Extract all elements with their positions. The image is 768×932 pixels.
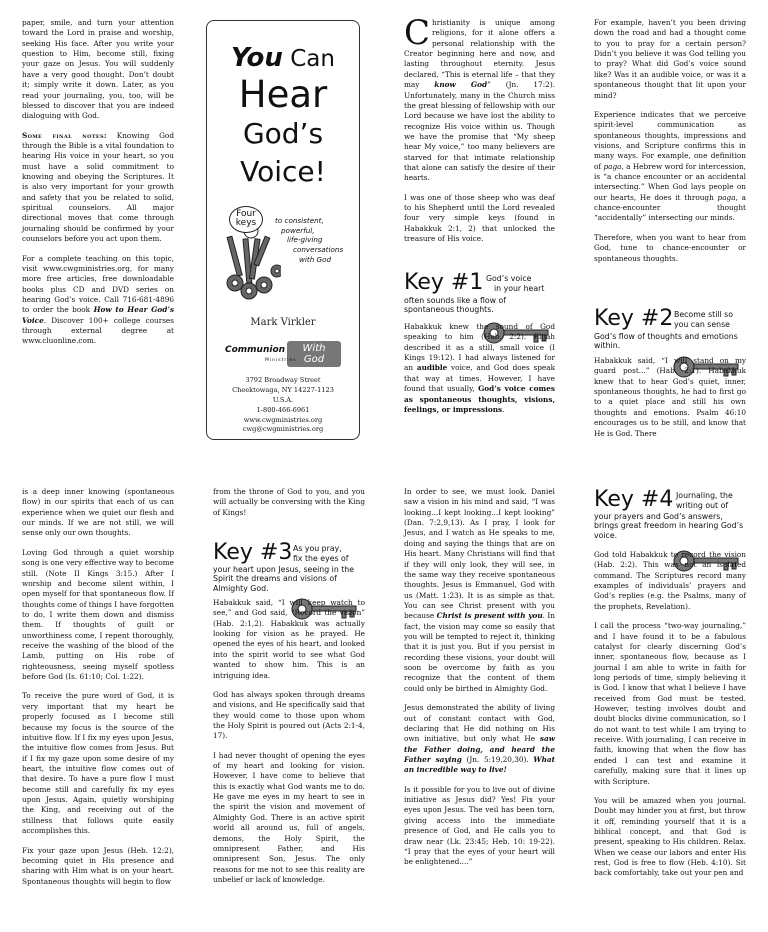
address-line: U.S.A. bbox=[272, 395, 294, 404]
text-span: . bbox=[502, 404, 505, 414]
key-desc: fix the eyes of bbox=[293, 554, 349, 563]
key-2-heading bbox=[594, 306, 746, 354]
paragraph: God told Habakkuk to record the vision (Hab. 2:2). This was not an isolated command. The Scriptures record many examples of individuals’ prayers and God’s replies (e.g. the Psalms, many of the prophets, Revelation). bbox=[594, 550, 746, 611]
emphasis: saw the Father doing, and heard the Father saying bbox=[404, 734, 555, 764]
paragraph: Loving God through a quiet worship song is one very effective way to become still. (Note II Kings 3:15.) After I worship and become silent within, I open myself for that spontaneous flow. If thoughts come of things I have forgotten to do, I write them down and dismiss them. If thoughts of guilt or unworthiness come, I repent thoroughly, receive the washing of the blood of the Lamb, putting on His robe of righteousness, seeing myself spotless before God (Is. 61:10; Col. 1:22). bbox=[22, 547, 174, 682]
final-notes-lead: Some final notes: bbox=[22, 130, 107, 140]
final-notes-text: Knowing God through the Bible is a vital foundation to hearing His voice in your heart, so you must have a solid commitment to knowing and obeying the Scriptures. It is also very important for your growth and safety that you be related to solid, spiritual counselors. All major directional moves that come through journaling should be confirmed by your counselors before you act upon them. bbox=[22, 130, 174, 244]
bottom-column-3 bbox=[404, 487, 555, 877]
paragraph: For example, haven’t you been driving down the road and had a thought come to you to pray for a certain person? Didn’t you believe it was God telling you to pray? What did God’s voice sound like? Was it an audible voice, or was it a spontaneous thought that lit upon your mind? bbox=[594, 18, 746, 100]
cover-panel bbox=[206, 20, 360, 440]
keys-tagline bbox=[275, 216, 359, 265]
author-name: Mark Virkler bbox=[250, 317, 316, 328]
key-3-heading bbox=[213, 540, 365, 596]
key-2-text bbox=[594, 356, 746, 448]
text-span: voice, and God does speak that way at times. However, I have found that usually, bbox=[404, 363, 556, 394]
text-span: ” (Jn. 17:2). Unfortunately, many in the Church miss the great blessing of fellowship with our Lord because we have lost the ability to recognize His voice within us. Though we have the promise that “My sheep hear My voice,” too many believers are starved for that intimate relationship that alone can satisfy the desire of their hearts. bbox=[404, 80, 555, 183]
logo-text: Communion bbox=[225, 345, 286, 355]
tagline-line: life-giving bbox=[287, 235, 323, 245]
key-1-text bbox=[404, 322, 555, 424]
paragraph: You will be amazed when you journal. Doubt may hinder you at first, but throw it off, reminding yourself that it is a biblical concept, and that God is present, speaking to His children. Relax. When we cease our labors and enter His rest, God is free to flow (Heb. 4:10). Sit back comfortably, take out your pen and bbox=[594, 795, 746, 878]
text-span: . In fact, the vision may come so easily that you will be tempted to reject it, thinking that it is just you. But if you persist in recording these visions, your doubt will soon be overcome by faith as you recognize that the content of them could only be birthed in Almighty God. bbox=[404, 611, 555, 693]
paragraph bbox=[594, 110, 746, 224]
title-gods: God’s bbox=[242, 117, 324, 150]
text-span: , a Hebrew word for intercession, is “a chance encounter or an accidental intersecting.” When God lays people on our hearts, He does it through bbox=[594, 161, 747, 202]
key-desc: you can sense bbox=[674, 320, 730, 329]
paragraph bbox=[404, 703, 555, 776]
emphasis: Christ is present with you bbox=[436, 611, 543, 621]
key-desc: Become still so bbox=[674, 310, 734, 319]
paragraph: Habakkuk said, “I will keep watch to see,” and God said, “Record the vision” (Hab. 2:1,2). Habakkuk was actually looking for vision as he prayed. He opened the eyes of his heart, and looked into the spirit world to see what God wanted to show him. This is an intriguing idea. bbox=[213, 598, 365, 680]
paragraph: from the throne of God to you, and you will actually be conversing with the King of Kings! bbox=[213, 487, 365, 517]
ministry-logo bbox=[225, 341, 341, 367]
book-title: How to Hear God’s Voice bbox=[22, 305, 174, 325]
paragraph: Is it possible for you to live out of divine initiative as Jesus did? Yes! Fix your eyes upon Jesus. The veil has been torn, giving access into the immediate presence of God, and He calls you to draw near (Lk. 23:45; Heb. 10: 19-22). “I pray that the eyes of your heart will be enlightened....” bbox=[404, 784, 555, 867]
text-span: In order to see, we must look. Daniel saw a vision in his mind and said, “I was looking...I kept looking...I kept looking” (Dan. 7:2,9,13). As I pray, I look for Jesus, and I watch as He speaks to me, doing and saying the things that are on His heart. Many Christians will find that if they will only look, they will see, in the same way they receive spontaneous thoughts. Jesus is Emmanuel, God with us (Matt. 1:23). It is as simple as that. You can see Christ present with you because bbox=[404, 487, 555, 621]
paragraph bbox=[22, 254, 174, 347]
key-number: Key #3 bbox=[213, 540, 293, 565]
emphasis: paga bbox=[717, 192, 736, 202]
paragraph: I had never thought of opening the eyes of my heart and looking for vision. However, I have come to believe that this is exactly what God wants me to do. He gave me eyes in my heart to see in the spirit the vision and movement of Almighty God. There is an active spirit world all around us, full of angels, demons, the Holy Spirit, the omnipresent Father, and His omnipresent Son, Jesus. The only reasons for me not to see this reality are unbelief or lack of knowledge. bbox=[213, 750, 365, 884]
paragraph: Fix your gaze upon Jesus (Heb. 12:2), becoming quiet in His presence and sharing with Him what is on your heart. Spontaneous thoughts will begin to flow bbox=[22, 845, 174, 886]
key-desc: often sounds like a flow of spontaneous thoughts. bbox=[404, 296, 507, 315]
key-number: Key #4 bbox=[594, 487, 674, 512]
logo-text: Ministries bbox=[265, 358, 297, 363]
key-desc: your heart upon Jesus, seeing in the Spirit the dreams and visions of Almighty God. bbox=[213, 565, 355, 593]
text-span: Experience indicates that we perceive spirit-level communication as spontaneous thoughts, impressions and visions, and Scripture confirms this in many ways. For example, one definition of bbox=[594, 109, 746, 171]
paragraph: God has always spoken through dreams and visions, and He specifically said that they would come to those upon whom the Holy Spirit is poured out (Acts 2:1-4, 17). bbox=[213, 689, 365, 741]
key-desc: writing out of bbox=[676, 501, 729, 510]
key-1-heading bbox=[404, 270, 556, 318]
paragraph: To receive the pure word of God, it is very important that my heart be properly focused as I become still because my focus is the source of the intuitive flow. If I fix my eyes upon Jesus, the intuitive flow comes from Jesus. But if I fix my gaze upon some desire of my heart, the intuitive flow comes out of that desire. To have a pure flow I must become still and carefully fix my eyes upon Jesus. Again, quietly worshiping the King, and receiving out of the stillness that follows quite easily accomplishes this. bbox=[22, 691, 174, 836]
key-4-heading bbox=[594, 487, 746, 545]
paragraph bbox=[404, 322, 555, 415]
top-column-3 bbox=[404, 13, 555, 254]
tagline-line: with God bbox=[299, 254, 332, 264]
address-block bbox=[207, 376, 359, 435]
top-column-1 bbox=[22, 18, 174, 356]
bottom-column-2 bbox=[213, 487, 365, 527]
key-desc: your prayers and God’s answers, brings great freedom in hearing God’s voice. bbox=[594, 512, 744, 540]
text-span: (Jn. 5:19,20,30). bbox=[461, 754, 534, 764]
address-line: www.cwgministries.org bbox=[243, 415, 323, 424]
four-keys-tag bbox=[229, 206, 263, 233]
paragraph: I call the process “two-way journaling,” and I have found it to be a fabulous catalyst for clearly discerning God’s inner, spontaneous flow, because as I journal I am able to write in faith for long periods of time, simply believing it is God. I know that what I believe I have received from God must be tested. However, testing involves doubt and doubt blocks divine communication, so I do not want to test while I am trying to receive. With journaling, I can receive in faith, knowing that when the flow has ended I can test and examine it carefully, making sure that it lines up with Scripture. bbox=[594, 621, 746, 786]
paragraph: paper, smile, and turn your attention toward the Lord in praise and worship, seeking His face. After you write your question to Him, become still, fixing your gaze on Jesus. You will suddenly have a very good thought. Don’t doubt it; simply write it down. Later, as you read your journaling, you, too, will be blessed to discover that you are indeed dialoguing with God. bbox=[22, 18, 174, 121]
key-number: Key #2 bbox=[594, 306, 674, 331]
bottom-column-1 bbox=[22, 487, 174, 896]
four-keys-line: keys bbox=[235, 218, 257, 229]
tagline-line: powerful, bbox=[281, 225, 315, 235]
emphasis: What an incredible way to live! bbox=[404, 754, 556, 775]
paragraph: is a deep inner knowing (spontaneous flow) in our spirits that each of us can experience when we quiet our flesh and our minds. If we are not still, we will sense only our own thoughts. bbox=[22, 487, 174, 538]
key-number: Key #1 bbox=[404, 270, 484, 295]
title-voice: Voice! bbox=[240, 155, 326, 188]
emphasis: God’s voice comes as spontaneous thoughts, visions, feelings, or impressions bbox=[404, 384, 555, 414]
address-line: Cheektowaga, NY 14227-1123 bbox=[232, 385, 334, 394]
paragraph: Habakkuk said, “I will stand on my guard post...” (Hab. 2:1). Habakkuk knew that to hear God’s quiet, inner, spontaneous thoughts, he had to first go to a quiet place and still his own thoughts and emotions. Psalm 46:10 encourages us to be still, and know that He is God. There bbox=[594, 356, 746, 438]
top-column-4 bbox=[594, 18, 746, 273]
text-span: . Discover 100+ college courses through external degree at www.cluonline.com. bbox=[22, 315, 174, 346]
emphasis: audible bbox=[416, 363, 448, 373]
key-desc: God’s voice bbox=[486, 274, 532, 283]
address-line: 1-800-466-6961 bbox=[256, 405, 310, 414]
title-line-1 bbox=[207, 43, 359, 73]
four-keys-line: Four bbox=[236, 209, 256, 219]
text-span: hristianity is unique among religions, for it alone offers a personal relationship with the Creator beginning here and now, and lasting throughout eternity. Jesus declared, “This is eternal life – that they may bbox=[404, 18, 555, 90]
key-4-text bbox=[594, 550, 746, 888]
emphasis: know God bbox=[434, 80, 488, 90]
logo-text: With God bbox=[287, 341, 341, 367]
intro-paragraph bbox=[404, 13, 555, 184]
address-line: cwg@cwgministries.org bbox=[242, 425, 324, 434]
key-desc: Journaling, the bbox=[676, 491, 733, 500]
key-desc: in your heart bbox=[494, 284, 545, 293]
tagline-line: to consistent, bbox=[275, 216, 324, 225]
title-hear: Hear bbox=[238, 73, 328, 116]
address-line: 3792 Broadway Street bbox=[245, 376, 321, 384]
key-3-text bbox=[213, 598, 365, 894]
emphasis: paga bbox=[603, 161, 622, 171]
paragraph: Therefore, when you want to hear from God, tune to chance-encounter or spontaneous thoughts. bbox=[594, 232, 746, 263]
drop-cap: C bbox=[404, 13, 431, 53]
text-span: For a complete teaching on this topic, visit www.cwgministries.org, for many more free articles, free downloadable books plus CD and DVD series on hearing God’s voice. Call 716-681-4896 to order the book bbox=[22, 253, 174, 315]
text-span: Habakkuk knew the sound of God speaking to him (Hab. 2:2). Elijah described it as a still, small voice (I Kings 19:12). I had always listened for an bbox=[404, 322, 555, 373]
title-you: You bbox=[231, 43, 283, 73]
title-can: Can bbox=[290, 46, 335, 72]
key-desc: God’s flow of thoughts and emotions within. bbox=[594, 332, 738, 351]
text-span: Jesus demonstrated the ability of living out of constant contact with God, declaring that He did nothing on His own initiative, but only what He bbox=[404, 703, 555, 744]
tagline-line: conversations bbox=[293, 245, 344, 255]
key-desc: As you pray, bbox=[293, 544, 342, 553]
text-span: , a chance-encounter thought “accidentally” intersecting our minds. bbox=[594, 192, 746, 223]
paragraph: I was one of those sheep who was deaf to his Shepherd until the Lord revealed four very simple keys (found in Habakkuk 2:1, 2) that unlocked the treasure of His voice. bbox=[404, 192, 555, 244]
paragraph bbox=[22, 131, 174, 245]
paragraph bbox=[404, 487, 555, 694]
